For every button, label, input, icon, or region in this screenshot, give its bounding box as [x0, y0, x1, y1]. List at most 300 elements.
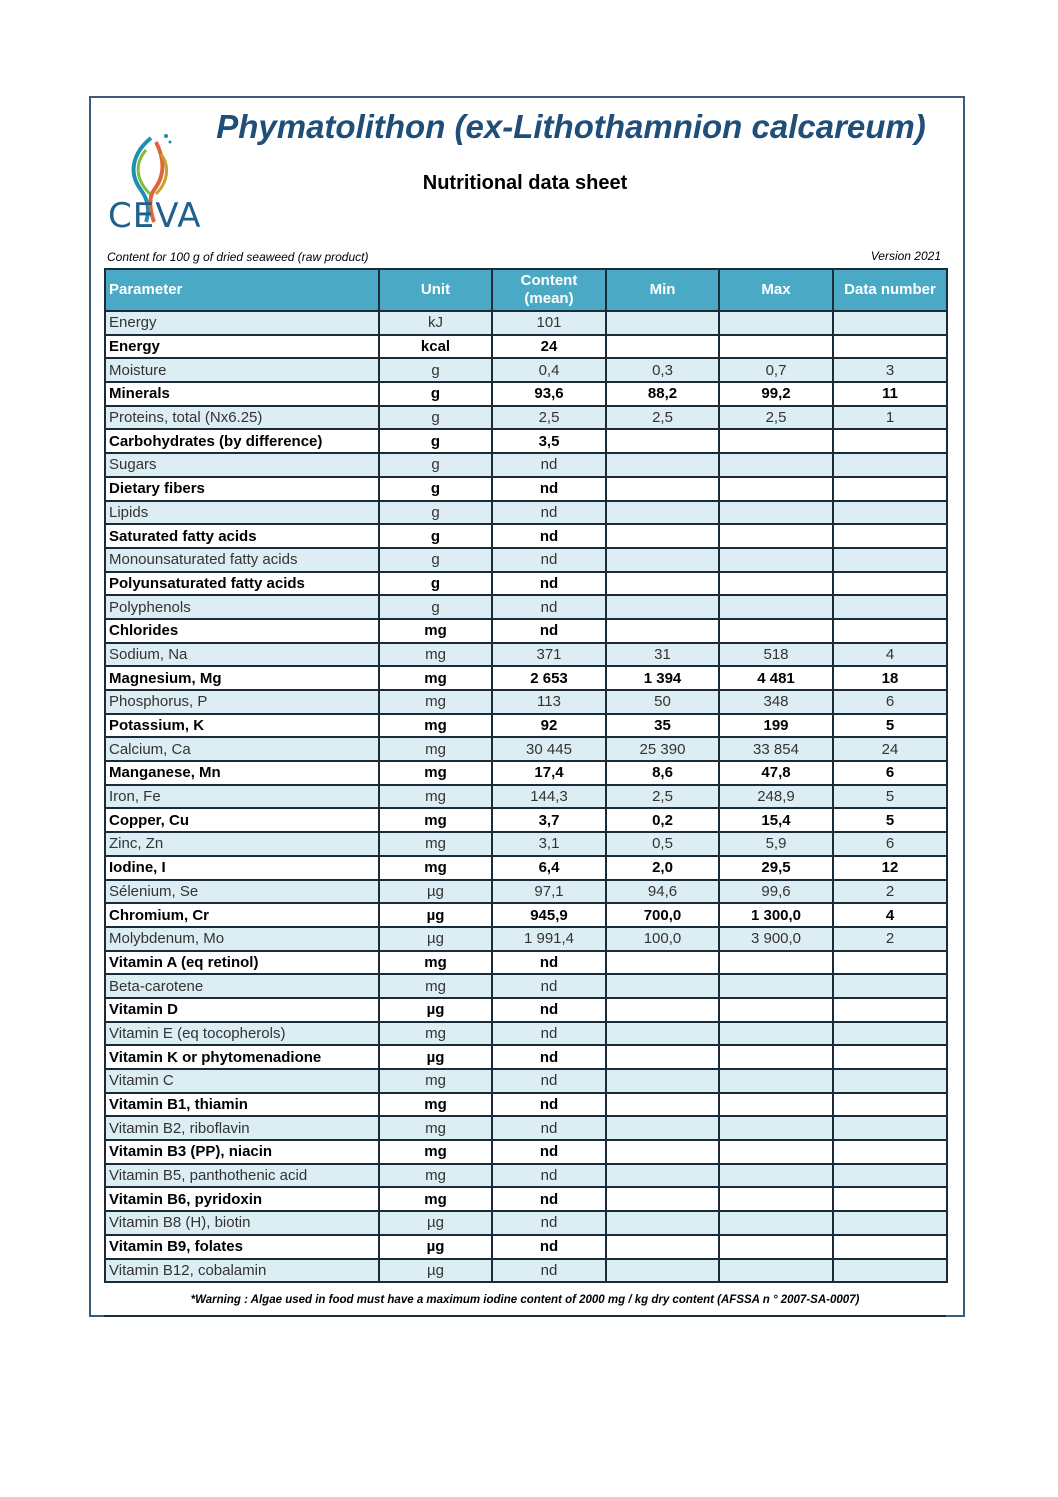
cell-parameter: Dietary fibers [105, 477, 379, 501]
iodine-warning: *Warning : Algae used in food must have a maximum iodine content of 2000 mg / kg dry content (AFSSA n ° 2007-SA-0007) [190, 1294, 860, 1306]
cell-parameter: Vitamin K or phytomenadione [105, 1045, 379, 1069]
cell-min: 700,0 [606, 903, 719, 927]
cell-unit: g [379, 477, 492, 501]
cell-data-number [833, 477, 947, 501]
cell-data-number [833, 998, 947, 1022]
cell-content-mean: 2,5 [492, 406, 606, 430]
table-row [105, 358, 947, 382]
table-row [105, 1116, 947, 1140]
cell-max [719, 477, 833, 501]
cell-max [719, 1116, 833, 1140]
cell-max: 5,9 [719, 832, 833, 856]
cell-unit: mg [379, 666, 492, 690]
cell-parameter: Copper, Cu [105, 808, 379, 832]
cell-content-mean: 93,6 [492, 382, 606, 406]
cell-parameter: Energy [105, 311, 379, 335]
cell-min [606, 1045, 719, 1069]
cell-content-mean: 371 [492, 643, 606, 667]
table-row [105, 619, 947, 643]
table-row [105, 524, 947, 548]
cell-content-mean: nd [492, 548, 606, 572]
cell-data-number [833, 1093, 947, 1117]
cell-min [606, 998, 719, 1022]
cell-parameter: Sugars [105, 453, 379, 477]
cell-data-number [833, 619, 947, 643]
table-header-row [105, 269, 947, 311]
cell-max: 518 [719, 643, 833, 667]
cell-unit: g [379, 501, 492, 525]
cell-max [719, 1259, 833, 1283]
cell-unit: mg [379, 619, 492, 643]
cell-data-number [833, 974, 947, 998]
cell-unit: µg [379, 1235, 492, 1259]
cell-data-number: 4 [833, 903, 947, 927]
table-row [105, 1045, 947, 1069]
cell-data-number: 5 [833, 785, 947, 809]
cell-unit: µg [379, 880, 492, 904]
table-row [105, 477, 947, 501]
cell-min [606, 1093, 719, 1117]
cell-unit: mg [379, 1140, 492, 1164]
cell-min [606, 1116, 719, 1140]
cell-data-number [833, 1116, 947, 1140]
cell-unit: g [379, 358, 492, 382]
cell-min: 88,2 [606, 382, 719, 406]
cell-data-number [833, 335, 947, 359]
table-row [105, 927, 947, 951]
cell-data-number: 2 [833, 880, 947, 904]
cell-max: 29,5 [719, 856, 833, 880]
cell-max [719, 595, 833, 619]
cell-content-mean: 3,5 [492, 429, 606, 453]
cell-data-number [833, 311, 947, 335]
cell-unit: µg [379, 1211, 492, 1235]
cell-min [606, 1022, 719, 1046]
table-row [105, 335, 947, 359]
cell-unit: µg [379, 998, 492, 1022]
cell-min [606, 1235, 719, 1259]
cell-data-number [833, 548, 947, 572]
cell-parameter: Zinc, Zn [105, 832, 379, 856]
table-row [105, 406, 947, 430]
cell-unit: mg [379, 951, 492, 975]
cell-data-number: 18 [833, 666, 947, 690]
cell-min: 25 390 [606, 737, 719, 761]
cell-parameter: Carbohydrates (by difference) [105, 429, 379, 453]
table-row [105, 714, 947, 738]
cell-data-number [833, 1069, 947, 1093]
cell-data-number: 12 [833, 856, 947, 880]
table-body [105, 311, 947, 1282]
cell-parameter: Vitamin B5, panthothenic acid [105, 1164, 379, 1188]
cell-data-number [833, 453, 947, 477]
cell-unit: mg [379, 1093, 492, 1117]
cell-max: 99,6 [719, 880, 833, 904]
cell-content-mean: 1 991,4 [492, 927, 606, 951]
cell-content-mean: nd [492, 951, 606, 975]
cell-parameter: Magnesium, Mg [105, 666, 379, 690]
cell-parameter: Vitamin B8 (H), biotin [105, 1211, 379, 1235]
table-row [105, 1140, 947, 1164]
cell-max: 348 [719, 690, 833, 714]
cell-unit: µg [379, 903, 492, 927]
cell-max [719, 572, 833, 596]
cell-max [719, 1187, 833, 1211]
table-row [105, 572, 947, 596]
cell-content-mean: 24 [492, 335, 606, 359]
cell-parameter: Chlorides [105, 619, 379, 643]
cell-parameter: Minerals [105, 382, 379, 406]
table-row [105, 998, 947, 1022]
page-title: Phymatolithon (ex-Lithothamnion calcareum) [216, 108, 926, 145]
table-row [105, 903, 947, 927]
cell-data-number: 5 [833, 808, 947, 832]
cell-content-mean: 113 [492, 690, 606, 714]
cell-parameter: Vitamin E (eq tocopherols) [105, 1022, 379, 1046]
cell-unit: kcal [379, 335, 492, 359]
cell-data-number: 6 [833, 832, 947, 856]
cell-parameter: Polyunsaturated fatty acids [105, 572, 379, 596]
cell-max [719, 429, 833, 453]
cell-max [719, 335, 833, 359]
page-subtitle: Nutritional data sheet [422, 172, 628, 194]
table-row [105, 880, 947, 904]
cell-unit: mg [379, 856, 492, 880]
cell-min [606, 1259, 719, 1283]
cell-parameter: Vitamin B9, folates [105, 1235, 379, 1259]
cell-min: 2,5 [606, 406, 719, 430]
cell-parameter: Vitamin B1, thiamin [105, 1093, 379, 1117]
table-row [105, 643, 947, 667]
cell-content-mean: nd [492, 1116, 606, 1140]
cell-parameter: Potassium, K [105, 714, 379, 738]
cell-max [719, 548, 833, 572]
cell-unit: mg [379, 714, 492, 738]
header-content-mean: Content (mean) [492, 269, 606, 311]
cell-content-mean: nd [492, 1069, 606, 1093]
cell-max: 15,4 [719, 808, 833, 832]
cell-data-number [833, 1164, 947, 1188]
cell-unit: mg [379, 643, 492, 667]
cell-data-number: 6 [833, 761, 947, 785]
cell-parameter: Vitamin B3 (PP), niacin [105, 1140, 379, 1164]
cell-min: 35 [606, 714, 719, 738]
cell-data-number: 24 [833, 737, 947, 761]
table-row [105, 382, 947, 406]
cell-content-mean: nd [492, 1140, 606, 1164]
cell-content-mean: nd [492, 1045, 606, 1069]
cell-unit: mg [379, 761, 492, 785]
cell-min [606, 477, 719, 501]
cell-unit: mg [379, 737, 492, 761]
cell-unit: µg [379, 1045, 492, 1069]
cell-unit: kJ [379, 311, 492, 335]
cell-content-mean: nd [492, 572, 606, 596]
cell-unit: g [379, 429, 492, 453]
cell-max [719, 453, 833, 477]
cell-unit: µg [379, 927, 492, 951]
cell-content-mean: nd [492, 1259, 606, 1283]
cell-max [719, 1022, 833, 1046]
cell-min [606, 1069, 719, 1093]
table-row [105, 832, 947, 856]
cell-min [606, 548, 719, 572]
cell-content-mean: nd [492, 1235, 606, 1259]
cell-max: 248,9 [719, 785, 833, 809]
cell-min [606, 572, 719, 596]
table-row [105, 1187, 947, 1211]
cell-unit: g [379, 382, 492, 406]
cell-data-number: 4 [833, 643, 947, 667]
cell-parameter: Sélenium, Se [105, 880, 379, 904]
cell-min: 31 [606, 643, 719, 667]
cell-parameter: Molybdenum, Mo [105, 927, 379, 951]
cell-unit: mg [379, 1069, 492, 1093]
cell-max: 2,5 [719, 406, 833, 430]
cell-parameter: Lipids [105, 501, 379, 525]
cell-unit: mg [379, 1164, 492, 1188]
cell-data-number: 5 [833, 714, 947, 738]
table-row [105, 666, 947, 690]
table-row [105, 453, 947, 477]
cell-content-mean: 2 653 [492, 666, 606, 690]
cell-parameter: Monounsaturated fatty acids [105, 548, 379, 572]
table-row [105, 951, 947, 975]
table-row [105, 974, 947, 998]
cell-min: 2,5 [606, 785, 719, 809]
cell-min: 0,3 [606, 358, 719, 382]
cell-parameter: Iron, Fe [105, 785, 379, 809]
cell-max [719, 501, 833, 525]
footer-divider [104, 1315, 946, 1317]
cell-unit: mg [379, 832, 492, 856]
cell-content-mean: 144,3 [492, 785, 606, 809]
cell-max [719, 951, 833, 975]
table-row [105, 761, 947, 785]
table-row [105, 1093, 947, 1117]
table-row [105, 429, 947, 453]
cell-min [606, 524, 719, 548]
cell-data-number [833, 1259, 947, 1283]
cell-parameter: Beta-carotene [105, 974, 379, 998]
cell-min [606, 595, 719, 619]
cell-parameter: Vitamin B2, riboflavin [105, 1116, 379, 1140]
cell-data-number [833, 429, 947, 453]
cell-min [606, 1187, 719, 1211]
cell-min [606, 951, 719, 975]
cell-content-mean: 0,4 [492, 358, 606, 382]
cell-unit: g [379, 453, 492, 477]
header-unit: Unit [379, 269, 492, 311]
table-row [105, 1164, 947, 1188]
ceva-logo-text: CEVA [108, 196, 202, 236]
content-note: Content for 100 g of dried seaweed (raw product) [107, 250, 369, 264]
cell-unit: g [379, 572, 492, 596]
cell-content-mean: nd [492, 501, 606, 525]
cell-content-mean: nd [492, 1022, 606, 1046]
table-row [105, 1069, 947, 1093]
cell-max [719, 974, 833, 998]
cell-parameter: Vitamin B12, cobalamin [105, 1259, 379, 1283]
table-row [105, 785, 947, 809]
table-row [105, 501, 947, 525]
cell-unit: mg [379, 690, 492, 714]
cell-unit: mg [379, 1116, 492, 1140]
header-parameter: Parameter [105, 269, 379, 311]
table-row [105, 548, 947, 572]
cell-content-mean: nd [492, 1187, 606, 1211]
cell-data-number: 2 [833, 927, 947, 951]
cell-parameter: Chromium, Cr [105, 903, 379, 927]
header-min: Min [606, 269, 719, 311]
cell-max [719, 1140, 833, 1164]
cell-unit: g [379, 524, 492, 548]
cell-min: 94,6 [606, 880, 719, 904]
cell-max [719, 524, 833, 548]
cell-content-mean: nd [492, 974, 606, 998]
cell-min: 1 394 [606, 666, 719, 690]
cell-parameter: Energy [105, 335, 379, 359]
cell-min [606, 1140, 719, 1164]
table-row [105, 595, 947, 619]
header-max: Max [719, 269, 833, 311]
cell-data-number: 11 [833, 382, 947, 406]
cell-unit: mg [379, 974, 492, 998]
cell-max [719, 1069, 833, 1093]
table-row [105, 1211, 947, 1235]
cell-content-mean: nd [492, 1211, 606, 1235]
cell-parameter: Sodium, Na [105, 643, 379, 667]
cell-content-mean: nd [492, 998, 606, 1022]
cell-min [606, 453, 719, 477]
cell-unit: g [379, 595, 492, 619]
cell-data-number [833, 1045, 947, 1069]
cell-unit: mg [379, 785, 492, 809]
cell-min [606, 501, 719, 525]
cell-data-number [833, 1211, 947, 1235]
cell-min [606, 311, 719, 335]
cell-content-mean: nd [492, 619, 606, 643]
cell-min: 0,2 [606, 808, 719, 832]
cell-content-mean: 97,1 [492, 880, 606, 904]
cell-parameter: Iodine, I [105, 856, 379, 880]
nutrition-table [104, 268, 948, 1283]
cell-max [719, 1093, 833, 1117]
cell-parameter: Moisture [105, 358, 379, 382]
cell-data-number [833, 572, 947, 596]
cell-parameter: Vitamin D [105, 998, 379, 1022]
cell-content-mean: 101 [492, 311, 606, 335]
cell-min: 0,5 [606, 832, 719, 856]
cell-min [606, 974, 719, 998]
cell-max [719, 1211, 833, 1235]
cell-parameter: Saturated fatty acids [105, 524, 379, 548]
cell-parameter: Phosphorus, P [105, 690, 379, 714]
cell-max: 99,2 [719, 382, 833, 406]
cell-unit: mg [379, 1022, 492, 1046]
cell-content-mean: nd [492, 524, 606, 548]
cell-min [606, 1164, 719, 1188]
cell-data-number [833, 1022, 947, 1046]
cell-content-mean: nd [492, 477, 606, 501]
cell-max: 47,8 [719, 761, 833, 785]
table-row [105, 1022, 947, 1046]
cell-parameter: Polyphenols [105, 595, 379, 619]
cell-min: 8,6 [606, 761, 719, 785]
table-row [105, 1235, 947, 1259]
table-row [105, 311, 947, 335]
cell-data-number [833, 501, 947, 525]
cell-content-mean: 3,1 [492, 832, 606, 856]
cell-min: 2,0 [606, 856, 719, 880]
cell-unit: mg [379, 1187, 492, 1211]
table-row [105, 808, 947, 832]
table-row [105, 737, 947, 761]
cell-content-mean: 3,7 [492, 808, 606, 832]
cell-data-number [833, 595, 947, 619]
cell-data-number: 3 [833, 358, 947, 382]
cell-parameter: Calcium, Ca [105, 737, 379, 761]
cell-content-mean: 945,9 [492, 903, 606, 927]
cell-data-number [833, 951, 947, 975]
cell-max: 4 481 [719, 666, 833, 690]
header-data-number: Data number [833, 269, 947, 311]
cell-content-mean: 30 445 [492, 737, 606, 761]
cell-max: 3 900,0 [719, 927, 833, 951]
cell-parameter: Vitamin B6, pyridoxin [105, 1187, 379, 1211]
cell-max: 33 854 [719, 737, 833, 761]
cell-unit: µg [379, 1259, 492, 1283]
cell-content-mean: 92 [492, 714, 606, 738]
cell-data-number [833, 1235, 947, 1259]
version-label: Version 2021 [870, 249, 941, 263]
cell-max [719, 1164, 833, 1188]
cell-min [606, 1211, 719, 1235]
cell-max: 1 300,0 [719, 903, 833, 927]
cell-data-number [833, 1140, 947, 1164]
cell-data-number: 1 [833, 406, 947, 430]
cell-parameter: Manganese, Mn [105, 761, 379, 785]
cell-content-mean: nd [492, 595, 606, 619]
cell-content-mean: nd [492, 453, 606, 477]
cell-content-mean: nd [492, 1164, 606, 1188]
cell-max [719, 1045, 833, 1069]
cell-unit: g [379, 548, 492, 572]
cell-max [719, 311, 833, 335]
table-row [105, 1259, 947, 1283]
cell-unit: mg [379, 808, 492, 832]
cell-content-mean: 17,4 [492, 761, 606, 785]
cell-max: 0,7 [719, 358, 833, 382]
cell-unit: g [379, 406, 492, 430]
cell-parameter: Proteins, total (Nx6.25) [105, 406, 379, 430]
cell-content-mean: 6,4 [492, 856, 606, 880]
cell-min: 100,0 [606, 927, 719, 951]
table-row [105, 690, 947, 714]
cell-max [719, 1235, 833, 1259]
table-row [105, 856, 947, 880]
cell-content-mean: nd [492, 1093, 606, 1117]
cell-min: 50 [606, 690, 719, 714]
cell-max [719, 998, 833, 1022]
cell-data-number: 6 [833, 690, 947, 714]
cell-max [719, 619, 833, 643]
cell-parameter: Vitamin A (eq retinol) [105, 951, 379, 975]
cell-parameter: Vitamin C [105, 1069, 379, 1093]
cell-data-number [833, 1187, 947, 1211]
cell-max: 199 [719, 714, 833, 738]
cell-min [606, 335, 719, 359]
